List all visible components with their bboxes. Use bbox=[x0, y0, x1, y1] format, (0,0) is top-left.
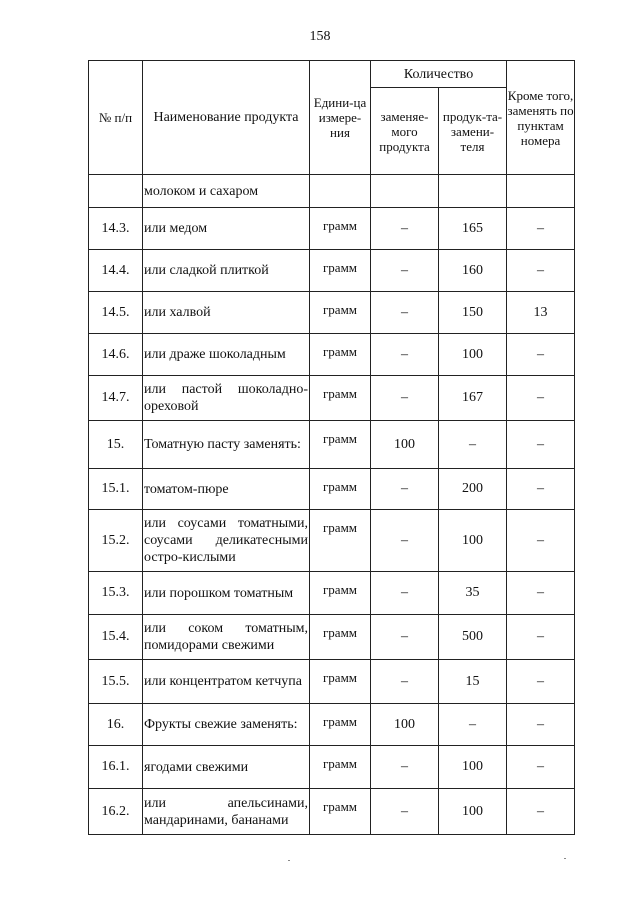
scan-mark bbox=[288, 860, 290, 861]
unit-cell: грамм bbox=[310, 376, 371, 421]
besides-items-cell: – bbox=[507, 334, 575, 376]
header-replaced-product: заменяе-мого продукта bbox=[371, 88, 439, 175]
product-name-cell: или порошком томатным bbox=[143, 572, 310, 615]
row-number-cell: 14.7. bbox=[89, 376, 143, 421]
besides-items-cell bbox=[507, 175, 575, 208]
besides-items-cell: – bbox=[507, 704, 575, 746]
product-name-cell: или апельсинами, мандаринами, бананами bbox=[143, 789, 310, 835]
replacing-quantity-cell: 100 bbox=[439, 789, 507, 835]
replaced-quantity-cell bbox=[371, 175, 439, 208]
table-row bbox=[89, 704, 575, 746]
table-row bbox=[89, 572, 575, 615]
product-name-cell: или драже шоколадным bbox=[143, 334, 310, 376]
unit-cell: грамм bbox=[310, 208, 371, 250]
replaced-quantity-cell: – bbox=[371, 660, 439, 704]
replacing-quantity-cell: 500 bbox=[439, 615, 507, 660]
unit-cell bbox=[310, 175, 371, 208]
product-name-cell: или медом bbox=[143, 208, 310, 250]
product-name-cell: или сладкой плиткой bbox=[143, 250, 310, 292]
replaced-quantity-cell: – bbox=[371, 469, 439, 510]
row-number-cell: 14.3. bbox=[89, 208, 143, 250]
substitution-table bbox=[88, 60, 575, 835]
replaced-quantity-cell: – bbox=[371, 292, 439, 334]
replaced-quantity-cell: – bbox=[371, 510, 439, 572]
row-number-cell: 15. bbox=[89, 421, 143, 469]
replaced-quantity-cell: – bbox=[371, 572, 439, 615]
replacing-quantity-cell bbox=[439, 175, 507, 208]
scan-mark bbox=[564, 858, 566, 859]
table-row bbox=[89, 334, 575, 376]
product-name-cell: или халвой bbox=[143, 292, 310, 334]
replacing-quantity-cell: 15 bbox=[439, 660, 507, 704]
header-product-name: Наименование продукта bbox=[143, 61, 310, 175]
table-row bbox=[89, 175, 575, 208]
unit-cell: грамм bbox=[310, 292, 371, 334]
product-name-cell: или соком томатным, помидорами свежими bbox=[143, 615, 310, 660]
row-number-cell: 15.4. bbox=[89, 615, 143, 660]
replacing-quantity-cell: 165 bbox=[439, 208, 507, 250]
unit-cell: грамм bbox=[310, 334, 371, 376]
besides-items-cell: – bbox=[507, 469, 575, 510]
replaced-quantity-cell: – bbox=[371, 615, 439, 660]
table-row bbox=[89, 376, 575, 421]
unit-cell: грамм bbox=[310, 789, 371, 835]
replacing-quantity-cell: 100 bbox=[439, 510, 507, 572]
besides-items-cell: 13 bbox=[507, 292, 575, 334]
product-name-cell: или концентратом кетчупа bbox=[143, 660, 310, 704]
besides-items-cell: – bbox=[507, 208, 575, 250]
unit-cell: грамм bbox=[310, 421, 371, 469]
table-row bbox=[89, 746, 575, 789]
replaced-quantity-cell: – bbox=[371, 250, 439, 292]
replaced-quantity-cell: – bbox=[371, 376, 439, 421]
replaced-quantity-cell: – bbox=[371, 208, 439, 250]
header-unit: Едини-ца измере-ния bbox=[310, 61, 371, 175]
product-name-cell: Томатную пасту заменять: bbox=[143, 421, 310, 469]
replaced-quantity-cell: 100 bbox=[371, 704, 439, 746]
unit-cell: грамм bbox=[310, 660, 371, 704]
replacing-quantity-cell: 167 bbox=[439, 376, 507, 421]
table-row bbox=[89, 292, 575, 334]
row-number-cell: 16. bbox=[89, 704, 143, 746]
row-number-cell: 14.5. bbox=[89, 292, 143, 334]
page-number: 158 bbox=[309, 29, 331, 44]
product-name-cell: или пастой шоколадно-ореховой bbox=[143, 376, 310, 421]
unit-cell: грамм bbox=[310, 469, 371, 510]
product-name-cell: или соусами томатными, соусами деликатесными остро-кислыми bbox=[143, 510, 310, 572]
unit-cell: грамм bbox=[310, 250, 371, 292]
replacing-quantity-cell: 200 bbox=[439, 469, 507, 510]
replacing-quantity-cell: 150 bbox=[439, 292, 507, 334]
row-number-cell: 16.2. bbox=[89, 789, 143, 835]
besides-items-cell: – bbox=[507, 572, 575, 615]
product-name-cell: Фрукты свежие заменять: bbox=[143, 704, 310, 746]
table-row bbox=[89, 615, 575, 660]
replaced-quantity-cell: – bbox=[371, 789, 439, 835]
row-number-cell: 15.5. bbox=[89, 660, 143, 704]
row-number-cell bbox=[89, 175, 143, 208]
replacing-quantity-cell: 35 bbox=[439, 572, 507, 615]
besides-items-cell: – bbox=[507, 789, 575, 835]
besides-items-cell: – bbox=[507, 376, 575, 421]
header-replacing-product: продук-та-замени-теля bbox=[439, 88, 507, 175]
table-row bbox=[89, 660, 575, 704]
table-row bbox=[89, 510, 575, 572]
besides-items-cell: – bbox=[507, 746, 575, 789]
unit-cell: грамм bbox=[310, 615, 371, 660]
replacing-quantity-cell: – bbox=[439, 704, 507, 746]
table-row bbox=[89, 789, 575, 835]
product-name-cell: ягодами свежими bbox=[143, 746, 310, 789]
besides-items-cell: – bbox=[507, 250, 575, 292]
row-number-cell: 15.2. bbox=[89, 510, 143, 572]
table-row bbox=[89, 469, 575, 510]
table-row bbox=[89, 250, 575, 292]
replaced-quantity-cell: – bbox=[371, 746, 439, 789]
besides-items-cell: – bbox=[507, 660, 575, 704]
header-quantity: Количество bbox=[371, 61, 507, 88]
replacing-quantity-cell: – bbox=[439, 421, 507, 469]
product-name-cell: молоком и сахаром bbox=[143, 175, 310, 208]
row-number-cell: 15.3. bbox=[89, 572, 143, 615]
table-row bbox=[89, 208, 575, 250]
product-name-cell: томатом-пюре bbox=[143, 469, 310, 510]
unit-cell: грамм bbox=[310, 704, 371, 746]
besides-items-cell: – bbox=[507, 615, 575, 660]
besides-items-cell: – bbox=[507, 510, 575, 572]
row-number-cell: 16.1. bbox=[89, 746, 143, 789]
unit-cell: грамм bbox=[310, 572, 371, 615]
besides-items-cell: – bbox=[507, 421, 575, 469]
row-number-cell: 15.1. bbox=[89, 469, 143, 510]
replacing-quantity-cell: 100 bbox=[439, 334, 507, 376]
header-besides: Кроме того, заменять по пунктам номера bbox=[507, 61, 575, 175]
replaced-quantity-cell: – bbox=[371, 334, 439, 376]
table-row bbox=[89, 421, 575, 469]
row-number-cell: 14.4. bbox=[89, 250, 143, 292]
replacing-quantity-cell: 100 bbox=[439, 746, 507, 789]
unit-cell: грамм bbox=[310, 746, 371, 789]
header-number: № п/п bbox=[89, 61, 143, 175]
replaced-quantity-cell: 100 bbox=[371, 421, 439, 469]
replacing-quantity-cell: 160 bbox=[439, 250, 507, 292]
row-number-cell: 14.6. bbox=[89, 334, 143, 376]
unit-cell: грамм bbox=[310, 510, 371, 572]
